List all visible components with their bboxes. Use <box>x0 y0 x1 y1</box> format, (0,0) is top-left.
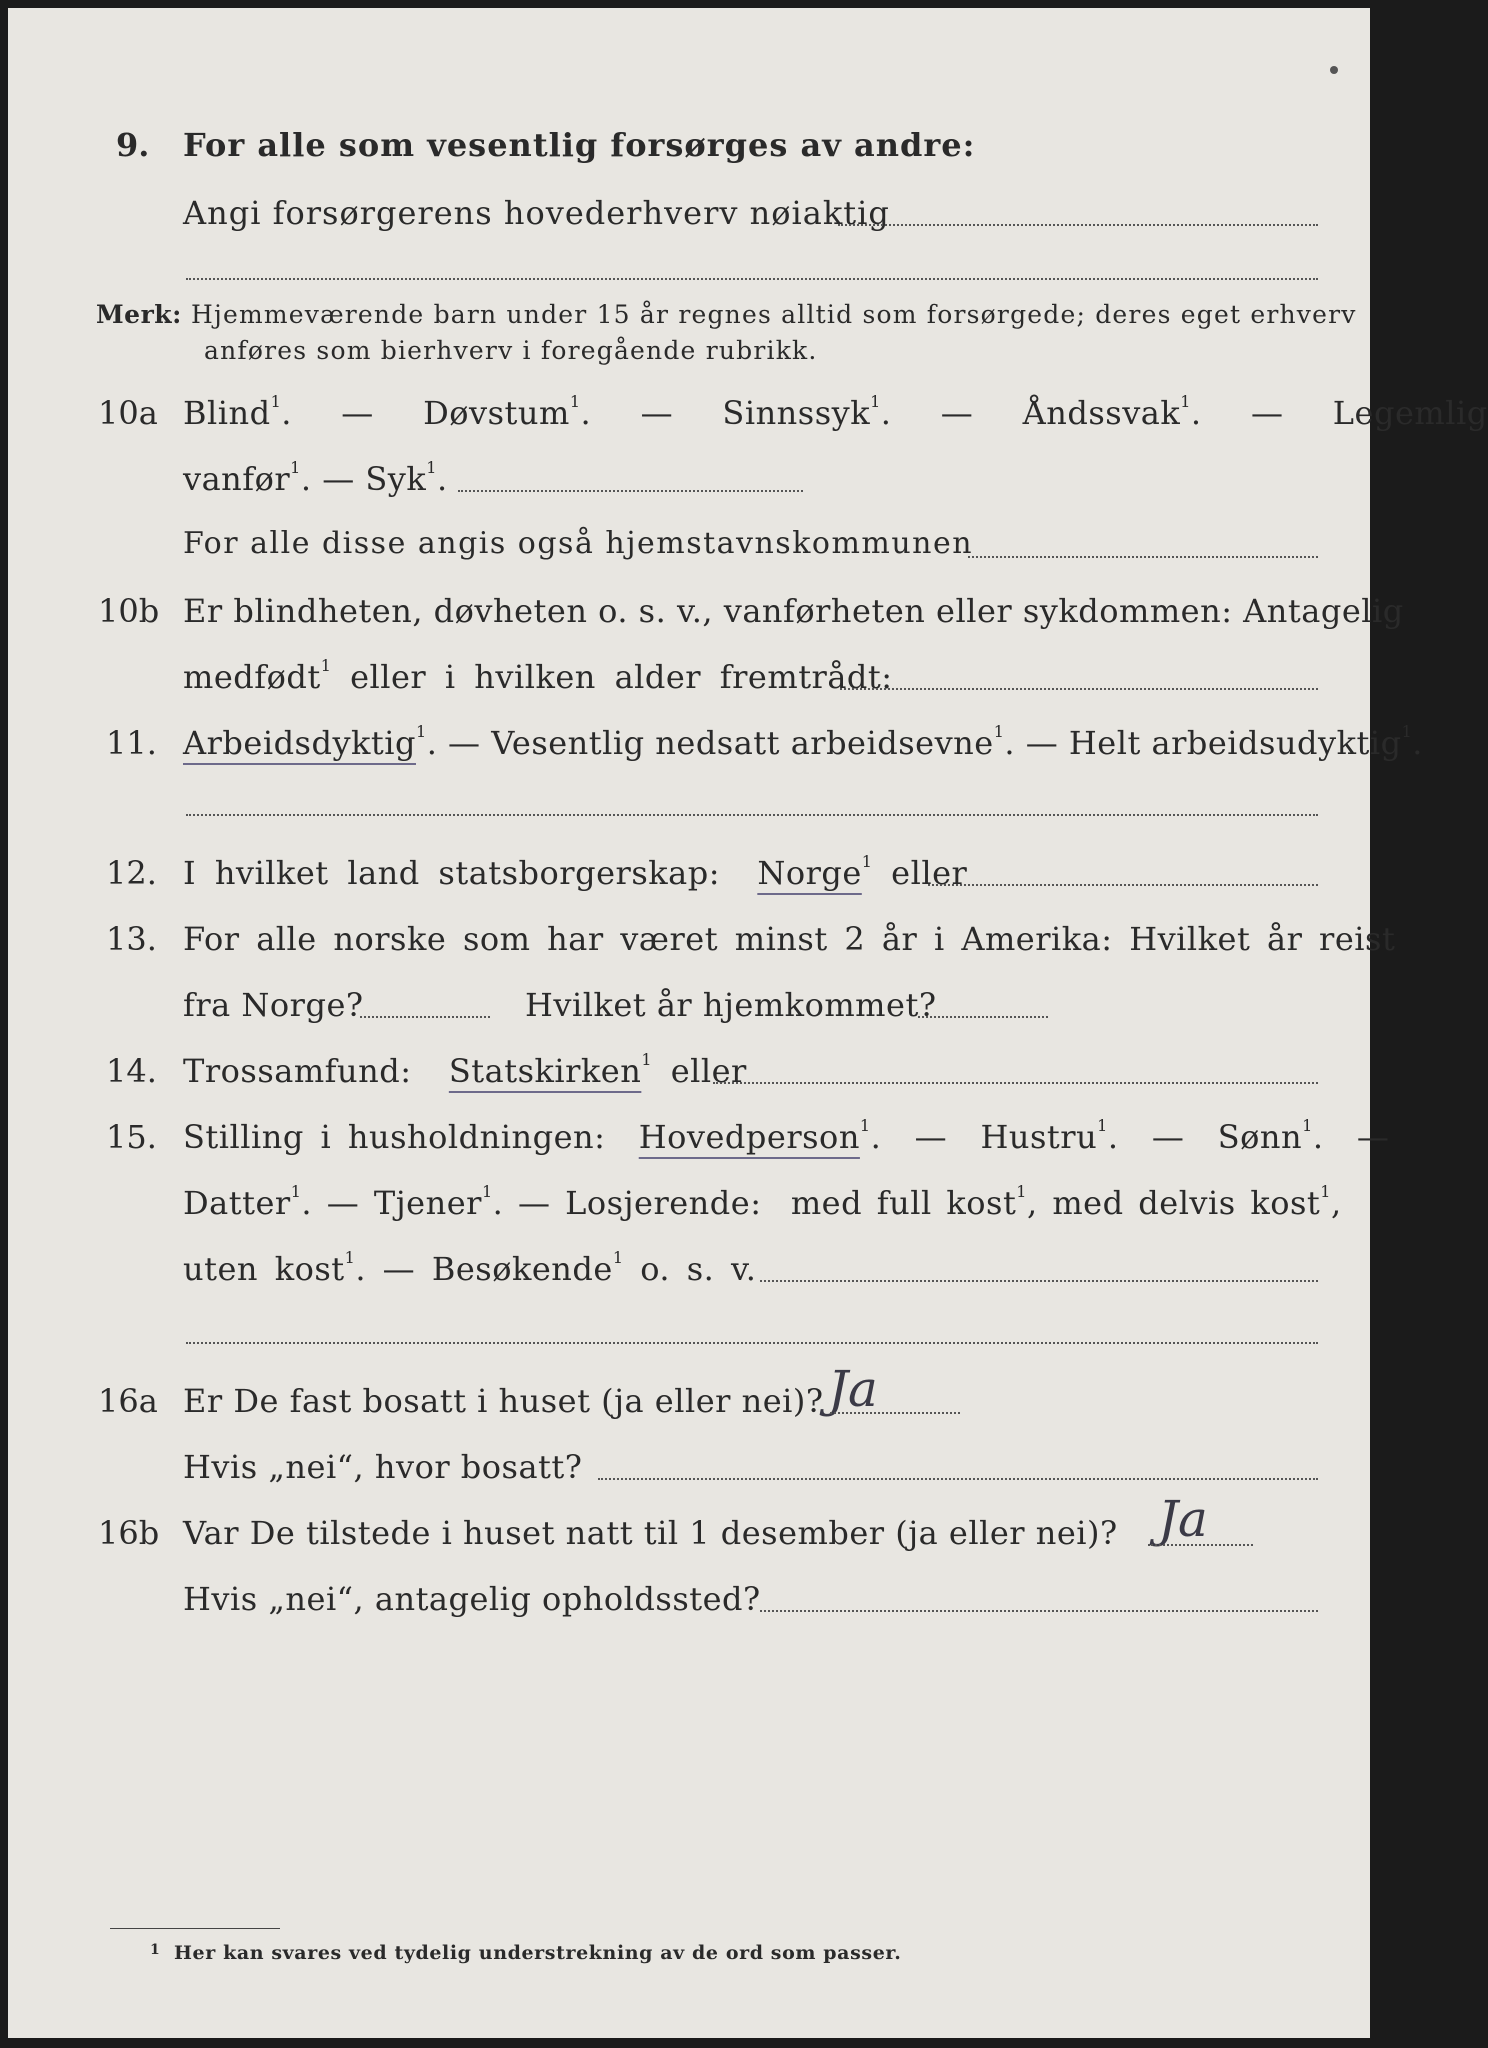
q9-line2: Angi forsørgerens hovederhverv nøiaktig <box>183 194 890 232</box>
q10a-syk-line[interactable] <box>458 490 803 492</box>
blind-option: Blind <box>183 394 271 432</box>
footnote-mark: 1 <box>150 1942 160 1958</box>
q15-line3: uten kost$^1$. — Besøkende$^1$ o. s. v. <box>183 1248 757 1288</box>
arbeidsdyktig-option: Arbeidsdyktig <box>183 724 416 762</box>
q16b-handwritten-answer: Ja <box>1158 1490 1208 1548</box>
tjener-option: Tjener <box>373 1184 482 1222</box>
hustru-option: Hustru <box>980 1118 1098 1156</box>
besokende-option: Besøkende <box>431 1250 613 1288</box>
q9-answer-line[interactable] <box>838 224 1318 226</box>
q13-hjemkommet-line[interactable] <box>918 1016 1048 1018</box>
q16a-line2: Hvis „nei“, hvor bosatt? <box>183 1448 583 1486</box>
q15-line2: Datter$^1$. — Tjener$^1$. — Losjerende: med full kost$^1$, med delvis kost$^1$, <box>183 1182 1342 1222</box>
q10a-number: 10a <box>98 394 158 432</box>
q16b-opholdssted-line[interactable] <box>760 1610 1318 1612</box>
q10b-number: 10b <box>98 592 160 630</box>
q11-answer-line[interactable] <box>186 814 1318 816</box>
footnote-text: Her kan svares ved tydelig understrekning av de ord som passer. <box>174 1942 902 1964</box>
q16b-answer-line[interactable] <box>1148 1544 1253 1546</box>
q16b-line1: Var De tilstede i huset natt til 1 desember (ja eller nei)? <box>183 1514 1118 1552</box>
q16a-handwritten-answer: Ja <box>828 1360 878 1418</box>
norge-option: Norge <box>757 854 862 892</box>
q15-line1: Stilling i husholdningen: Hovedperson$^1$. — Hustru$^1$. — Sønn$^1$. — <box>183 1116 1390 1156</box>
uten-kost-option: uten kost <box>183 1250 345 1288</box>
q13-line1: For alle norske som har været minst 2 år i Amerika: Hvilket år reist <box>183 920 1396 958</box>
vanfor-option: vanfør <box>183 460 291 498</box>
q13-number: 13. <box>106 920 157 958</box>
q13-reist-line[interactable] <box>360 1016 490 1018</box>
q10b-line1: Er blindheten, døvheten o. s. v., vanførheten eller sykdommen: Antagelig <box>183 592 1404 630</box>
q9-title: For alle som vesentlig forsørges av andre: <box>183 126 976 164</box>
q10a-line2: vanfør$^1$. — Syk$^1$. <box>183 458 448 498</box>
q15-answer-line[interactable] <box>760 1280 1318 1282</box>
q14-line: Trossamfund: Statskirken$^1$ eller <box>183 1050 747 1090</box>
q14-number: 14. <box>106 1052 157 1090</box>
nedsatt-option: Vesentlig nedsatt arbeidsevne <box>491 724 994 762</box>
udyktig-option: Helt arbeidsudyktig <box>1068 724 1402 762</box>
q10a-hjemstavn-line[interactable] <box>968 556 1318 558</box>
merk-line1: Hjemmeværende barn under 15 år regnes alltid som forsørgede; deres eget erhverv <box>191 300 1357 329</box>
q9-answer-line-2[interactable] <box>186 278 1318 280</box>
q12-line: I hvilket land statsborgerskap: Norge$^1$ eller <box>183 852 968 892</box>
q14-answer-line[interactable] <box>713 1082 1318 1084</box>
q16a-line1: Er De fast bosatt i huset (ja eller nei)? <box>183 1382 824 1420</box>
q11-line: Arbeidsdyktig$^1$. — Vesentlig nedsatt arbeidsevne$^1$. — Helt arbeidsudyktig$^1$. <box>183 722 1423 762</box>
q15-number: 15. <box>106 1118 157 1156</box>
syk-option: Syk <box>365 460 427 498</box>
q10b-answer-line[interactable] <box>840 688 1318 690</box>
merk-line2: anføres som bierhverv i foregående rubrikk. <box>204 336 818 365</box>
legemlig-option: Legemlig <box>1332 394 1488 432</box>
q16a-bosatt-line[interactable] <box>598 1478 1318 1480</box>
q16b-line2: Hvis „nei“, antagelig opholdssted? <box>183 1580 761 1618</box>
q12-answer-line[interactable] <box>928 884 1318 886</box>
delvis-kost-option: med delvis kost <box>1052 1184 1321 1222</box>
q16a-number: 16a <box>98 1382 158 1420</box>
full-kost-option: med full kost <box>790 1184 1017 1222</box>
sonn-option: Sønn <box>1217 1118 1303 1156</box>
q10a-line3: For alle disse angis også hjemstavnskommunen <box>183 526 974 561</box>
q10b-line2: medfødt$^1$ eller i hvilken alder fremtrådt: <box>183 656 893 696</box>
q13-line2b: Hvilket år hjemkommet? <box>525 986 937 1024</box>
q16b-number: 16b <box>98 1514 160 1552</box>
q12-number: 12. <box>106 854 157 892</box>
corner-mark <box>1330 66 1338 74</box>
q15-answer-line-2[interactable] <box>186 1342 1318 1344</box>
q13-line2a: fra Norge? <box>183 986 364 1024</box>
merk-label: Merk: <box>96 300 182 329</box>
q11-number: 11. <box>106 724 157 762</box>
q9-number: 9. <box>116 126 150 164</box>
footnote-rule <box>110 1928 280 1929</box>
hovedperson-option: Hovedperson <box>638 1118 860 1156</box>
statskirken-option: Statskirken <box>448 1052 642 1090</box>
census-form-page <box>8 8 1488 2038</box>
q16a-answer-line[interactable] <box>830 1412 960 1414</box>
q10a-line1: Blind$^1$. — Døvstum$^1$. — Sinnssyk$^1$. — Åndssvak$^1$. — Legemlig <box>183 392 1488 432</box>
andssvak-option: Åndssvak <box>1022 394 1181 432</box>
sinnssyk-option: Sinnssyk <box>722 394 871 432</box>
dovstum-option: Døvstum <box>423 394 570 432</box>
datter-option: Datter <box>183 1184 291 1222</box>
